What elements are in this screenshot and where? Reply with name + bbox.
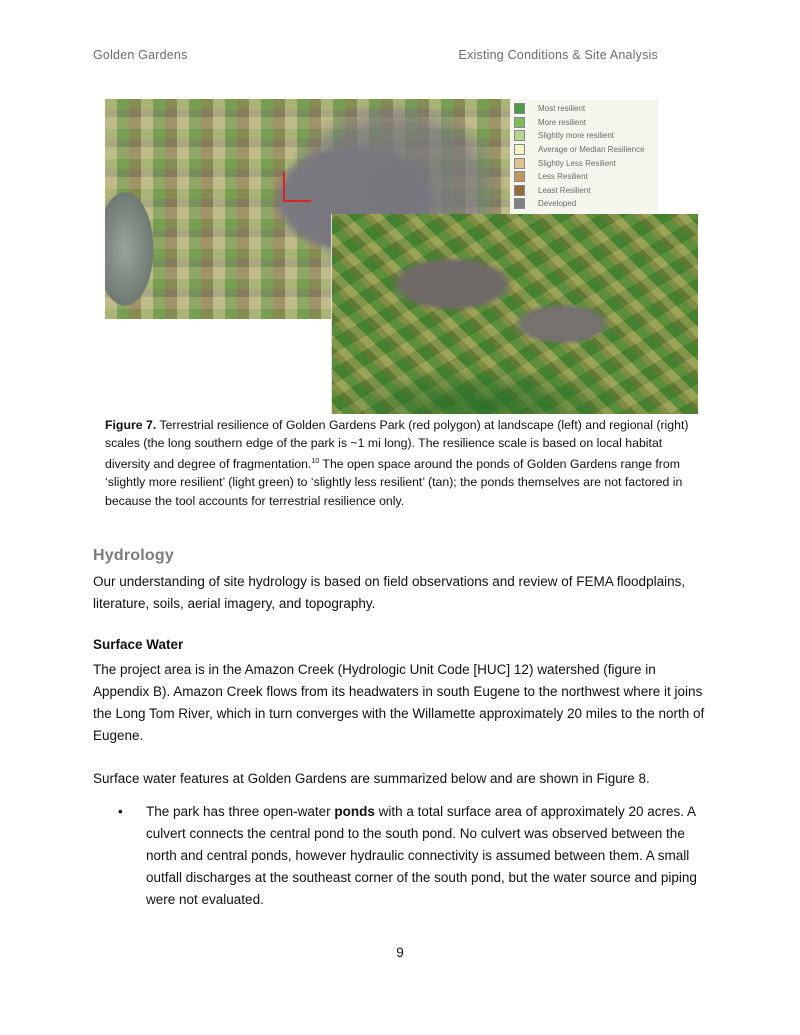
legend-label: Slightly more resilient	[538, 131, 615, 141]
legend-item	[514, 143, 658, 157]
legend-swatch	[514, 130, 525, 141]
resilience-legend	[510, 99, 658, 215]
legend-label: Most resilient	[538, 104, 586, 114]
subheading-surface-water: Surface Water	[93, 637, 184, 652]
legend-item	[514, 129, 658, 143]
legend-swatch	[514, 171, 525, 182]
figure-7-caption	[105, 416, 705, 510]
bullet-text-a: The park has three open-water	[146, 804, 335, 819]
legend-item	[514, 184, 658, 198]
caption-text-b: The open space around the ponds of Golden Gardens range from ‘slightly more resilient’ (light green) to ‘slightly less resilient’ (tan); the ponds themselves are not factored in because the tool accounts for terrestrial resilience only.	[105, 456, 683, 508]
bullet-text	[146, 801, 698, 911]
running-header-section: Existing Conditions & Site Analysis	[458, 48, 658, 62]
legend-swatch	[514, 198, 525, 209]
bullet-text-b: with a total surface area of approximately 20 acres. A culvert connects the central pond to the south pond. No culvert was observed between the north and central ponds, however hydraulic connectivity is assumed between them. A small outfall discharges at the southeast corner of the south pond, but the water source and piping were not evaluated.	[146, 804, 697, 907]
map-forest-area	[332, 344, 698, 414]
legend-label: Average or Median Resilience	[538, 145, 645, 155]
bullet-bold: ponds	[334, 804, 375, 819]
legend-item	[514, 156, 658, 170]
legend-item	[514, 116, 658, 130]
legend-label: Developed	[538, 199, 577, 209]
footnote-ref: 10	[311, 457, 320, 465]
legend-label: Least Resilient	[538, 185, 591, 195]
figure-7-maps	[105, 99, 697, 414]
page-number: 9	[396, 945, 404, 960]
legend-swatch	[514, 158, 525, 169]
caption-text-a: Terrestrial resilience of Golden Gardens Park (red polygon) at landscape (left) and regional (right) scales (the long southern edge of the park is ~1 mi long). The resilience scale is based on local habitat diversity and degree of fragmentation.	[105, 418, 689, 471]
legend-label: Slightly Less Resilient	[538, 158, 616, 168]
section-heading-hydrology: Hydrology	[93, 547, 174, 564]
surface-water-paragraph-1: The project area is in the Amazon Creek (Hydrologic Unit Code [HUC] 12) watershed (figure in Appendix B). Amazon Creek flows from its headwaters in south Eugene to the northwest where it joins the Long Tom River, which in turn converges with the Willamette approximately 20 miles to the north of Eugene.	[93, 662, 705, 743]
legend-swatch	[514, 144, 525, 155]
park-red-polygon	[283, 172, 311, 202]
caption-label: Figure 7.	[105, 418, 157, 432]
legend-swatch	[514, 185, 525, 196]
hydrology-intro: Our understanding of site hydrology is based on field observations and review of FEMA floodplains, literature, soils, aerial imagery, and topography.	[93, 574, 686, 611]
map-water-area	[105, 159, 175, 319]
surface-water-paragraph-2: Surface water features at Golden Gardens are summarized below and are shown in Figure 8.	[93, 771, 650, 786]
legend-label: More resilient	[538, 117, 587, 127]
running-header-title: Golden Gardens	[93, 48, 188, 62]
bullet-icon: •	[118, 804, 123, 819]
legend-swatch	[514, 117, 525, 128]
legend-item	[514, 170, 658, 184]
legend-item	[514, 197, 658, 211]
regional-scale-map	[331, 214, 698, 414]
legend-item	[514, 102, 658, 116]
legend-label: Less Resilient	[538, 172, 588, 182]
list-item	[118, 801, 698, 911]
legend-swatch	[514, 103, 525, 114]
